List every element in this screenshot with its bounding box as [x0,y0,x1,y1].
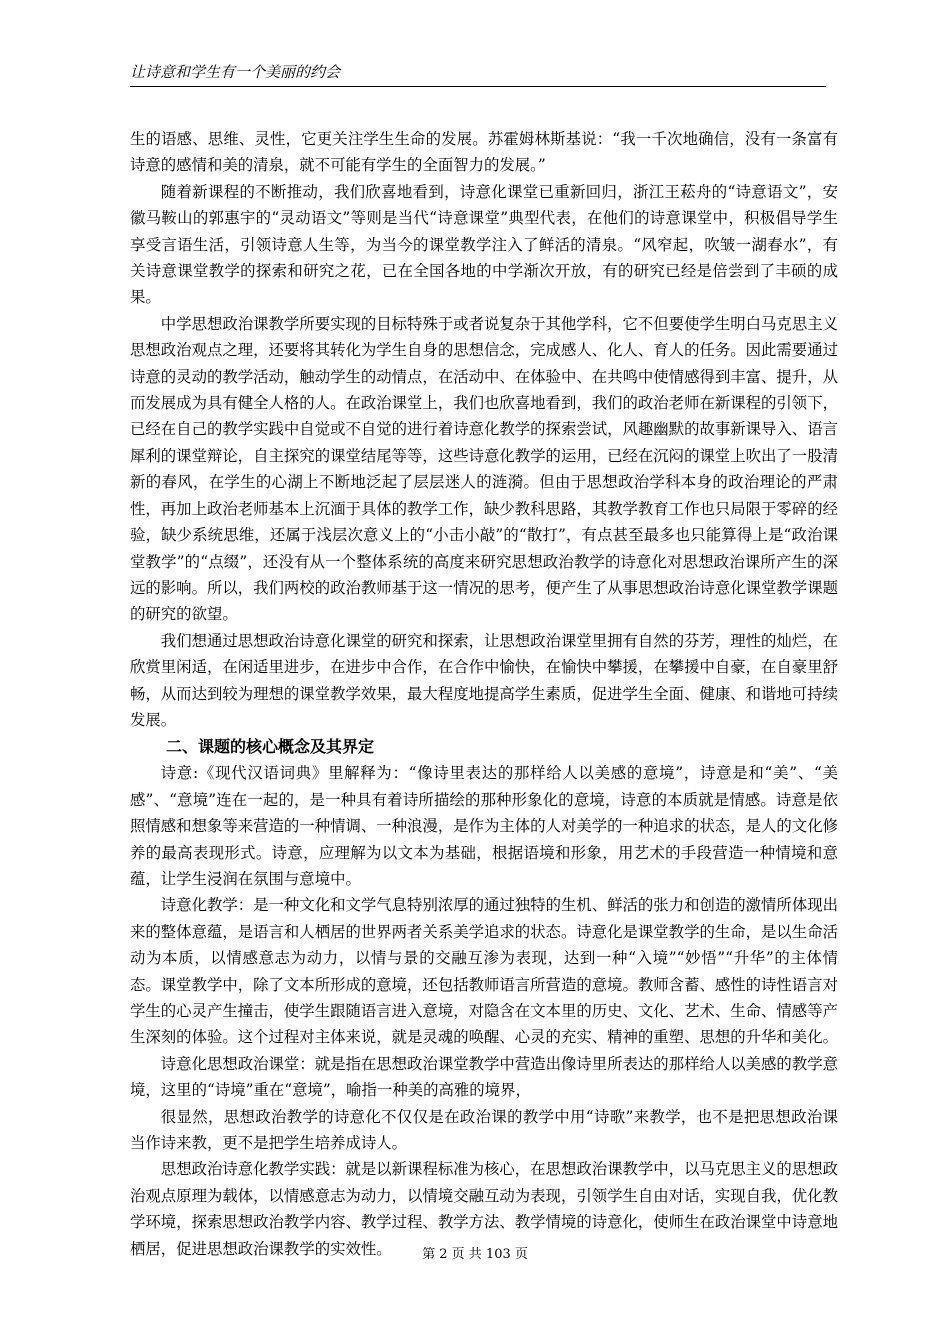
header-rule [130,86,826,87]
body-paragraph: 诗意:《现代汉语词典》里解释为：“像诗里表达的那样给人以美感的意境”，诗意是和“美”、“美感”、“意境”连在一起的，是一种具有着诗所描绘的那种形象化的意境，诗意的本质就是情感。诗意是依照情感和想象等来营造的一种情调、一种浪漫，是作为主体的人对美学的一种追求的状态，是人的文化修养的最高表现形式。诗意，应理解为以文本为基础，根据语境和形象，用艺术的手段营造一种情境和意蕴，让学生浸润在氛围与意境中。 [130,764,838,888]
body-paragraph: 很显然，思想政治教学的诗意化不仅仅是在政治课的教学中用“诗歌”来教学，也不是把思想政治课当作诗来教，更不是把学生培养成诗人。 [130,1107,838,1153]
body-paragraph: 诗意化教学：是一种文化和文学气息特别浓厚的通过独特的生机、鲜活的张力和创造的激情所体现出来的整体意蕴，是语言和人栖居的世界两者关系美学追求的状态。诗意化是课堂教学的生命，是以生命活动为本质，以情感意志为动力，以情与景的交融互渗为表现，达到一种“入境”“妙悟”“升华”的主体情态。课堂教学中，除了文本所形成的意境，还包括教师语言所营造的意境。教师含蓄、感性的诗性语言对学生的心灵产生撞击，使学生跟随语言进入意境，对隐含在文本里的历史、文化、艺术、生命、情感等产生深刻的体验。这个过程对主体来说，就是灵魂的唤醒、心灵的充实、精神的重塑、思想的升华和美化。 [130,896,838,1047]
body-paragraph: 思想政治诗意化教学实践：就是以新课程标准为核心，在思想政治课教学中，以马克思主义的思想政治观点原理为载体，以情感意志为动力，以情境交融互动为表现，引领学生自由对话，实现自我，优化教学环境，探索思想政治教学内容、教学过程、教学方法、教学情境的诗意化，使师生在政治课堂中诗意地栖居，促进思想政治课教学的实效性。 [130,1160,838,1258]
page-footer [0,1246,950,1264]
body-paragraph: 中学思想政治课教学所要实现的目标特殊于或者说复杂于其他学科，它不但要使学生明白马克思主义思想政治观点之理，还要将其转化为学生自身的思想信念，完成感人、化人、育人的任务。因此需要通过诗意的灵动的教学活动，触动学生的动情点，在活动中、在体验中、在共鸣中使情感得到丰富、提升，从而发展成为具有健全人格的人。在政治课堂上，我们也欣喜地看到，我们的政治老师在新课程的引领下，已经在自己的教学实践中自觉或不自觉的进行着诗意化教学的探索尝试，风趣幽默的故事新课导入、语言犀利的课堂辩论，自主探究的课堂结尾等等，这些诗意化教学的运用，已经在沉闷的课堂上吹出了一股清新的春风，在学生的心湖上不断地泛起了层层迷人的涟漪。但由于思想政治学科本身的政治理论的严肃性，再加上政治老师基本上沉湎于具体的教学工作，缺少教科思路，其教学教育工作也只局限于零碎的经验，缺少系统思维，还属于浅层次意义上的“小击小敲”的“散打”，有点甚至最多也只能算得上是“政治课堂教学”的“点缀”，还没有从一个整体系统的高度来研究思想政治教学的诗意化对思想政治课所产生的深远的影响。所以，我们两校的政治教师基于这一情况的思考，便产生了从事思想政治诗意化课堂教学课题的研究的欲望。 [130,314,838,624]
page-header [130,62,830,82]
page-number: 第 2 页 共 103 页 [422,1247,528,1262]
header-title: 让诗意和学生有一个美丽的约会 [130,63,341,81]
body-paragraph: 随着新课程的不断推动，我们欣喜地看到，诗意化课堂已重新回归，浙江王菘舟的“诗意语文”，安徽马鞍山的郭惠宇的“灵动语文”等则是当代“诗意课堂”典型代表，在他们的诗意课堂中，积极倡导学生享受言语生活，引领诗意人生等，为当今的课堂教学注入了鲜活的清泉。“风窄起，吹皱一湖春水”，有关诗意课堂教学的探索和研究之花，已在全国各地的中学渐次开放，有的研究已经是倍尝到了丰硕的成果。 [130,182,838,307]
body-paragraph: 生的语感、思维、灵性，它更关注学生生命的发展。苏霍姆林斯基说：“我一千次地确信，没有一条富有诗意的感情和美的清泉，就不可能有学生的全面智力的发展。” [130,130,838,175]
body-paragraph: 我们想通过思想政治诗意化课堂的研究和探索，让思想政治课堂里拥有自然的芬芳，理性的灿烂，在欣赏里闲适，在闲适里进步，在进步中合作，在合作中愉快，在愉快中攀援，在攀援中自豪，在自豪里舒畅，从而达到较为理想的课堂教学效果，最大程度地提高学生素质，促进学生全面、健康、和谐地可持续发展。 [130,631,838,729]
section-heading: 二、课题的核心概念及其界定 [166,737,375,757]
body-paragraph: 诗意化思想政治课堂：就是指在思想政治课堂教学中营造出像诗里所表达的那样给人以美感的教学意境，这里的“诗境”重在“意境”，喻指一种美的高雅的境界， [130,1054,838,1100]
document-body [130,126,838,1262]
